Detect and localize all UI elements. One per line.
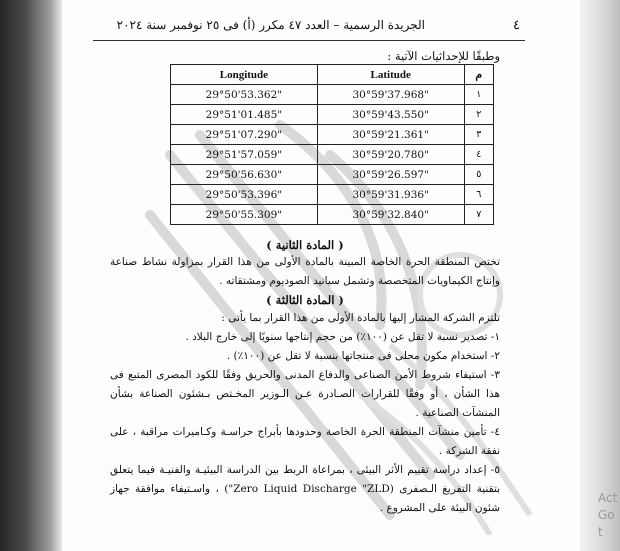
article2-text: [110, 253, 500, 291]
article3-intro: تلتزم الشركة المشار إليها بالمادة الأولى من هذا القرار بما يأتى :: [221, 312, 500, 324]
table-row: [171, 185, 494, 205]
article2-heading: ( المادة الثانية ): [266, 238, 344, 252]
article3-item-1: ١- تصدير نسبة لا تقل عن (١٠٠٪) من حجم إنتاجها سنويًا إلى خارج البلاد .: [185, 331, 500, 343]
row-number: ٦: [464, 185, 493, 205]
table-row: [171, 165, 494, 185]
article3-item-2: ٢- استخدام مكون محلى فى منتجاتها بنسبة لا تقل عن (١٠٠٪) .: [226, 350, 500, 362]
latitude-cell: 30°59'26.597": [317, 165, 464, 185]
article3-item-3: ٣- استيفاء شروط الأمن الصناعى والدفاع المدنى والحريق وفقًا للكود المصرى المتبع فى هذا الشأن ، أو وفقًا للقرارات الصـادرة عـن الـوزير المخـتص بـشئون الصناعة بشأن المنشآت الصناعية .: [110, 369, 500, 419]
latitude-header: Latitude: [317, 65, 464, 85]
longitude-cell: 29°51'07.290": [171, 125, 318, 145]
row-number: ٧: [464, 205, 493, 225]
header-divider: [93, 40, 525, 41]
table-row: [171, 105, 494, 125]
latitude-cell: 30°59'43.550": [317, 105, 464, 125]
latitude-cell: 30°59'21.361": [317, 125, 464, 145]
row-number: ٢: [464, 105, 493, 125]
page-number: ٤: [513, 18, 520, 33]
article3-text: [110, 309, 500, 518]
longitude-header: Longitude: [171, 65, 318, 85]
latitude-cell: 30°59'32.840": [317, 205, 464, 225]
activate-line-1: Act: [598, 491, 618, 505]
right-page-edge: [580, 0, 620, 551]
latitude-cell: 30°59'20.780": [317, 145, 464, 165]
table-row: [171, 125, 494, 145]
article3-item-5: ٥- إعداد دراسة تقييم الأثر البيئى ، بمراعاة الربط بين الدراسة البيئيـة والفنيـة فيما يتعلق بتقنية التفريغ الـصفرى (Zero Liquid Discharge "ZLD") ، واسـتيفاء موافقة جهاز شئون البيئة على المشروع .: [110, 464, 501, 514]
longitude-cell: 29°51'57.059": [171, 145, 318, 165]
longitude-cell: 29°50'55.309": [171, 205, 318, 225]
row-number: ٣: [464, 125, 493, 145]
coordinates-intro: وطبقًا للإحداثيات الآتية :: [387, 49, 500, 63]
left-binding-shadow: [0, 0, 62, 551]
gazette-header: [80, 16, 520, 36]
table-row: [171, 205, 494, 225]
table-row: [171, 85, 494, 105]
article2-paragraph: تختص المنطقة الحرة الخاصة المبينة بالمادة الأولى من هذا القرار بمزاولة نشاط صناعة وإنتاج الكيماويات المتخصصة وتشمل سيانيد الصوديوم ومشتقاته .: [110, 256, 500, 287]
table-row: [171, 145, 494, 165]
article3-item-4: ٤- تأمين منشآت المنطقة الحرة الخاصة وحدودها بأبراج حراسـة وكـاميرات مراقبة ، على نفقة الشركة .: [110, 426, 500, 457]
activate-line-2: Go t: [598, 508, 615, 539]
row-number: ٤: [464, 145, 493, 165]
longitude-cell: 29°51'01.485": [171, 105, 318, 125]
article3-heading: ( المادة الثالثة ): [266, 293, 344, 307]
gazette-title: الجريدة الرسمية – العدد ٤٧ مكرر (أ) فى ٢٥ نوفمبر سنة ٢٠٢٤: [116, 18, 425, 32]
longitude-cell: 29°50'56.630": [171, 165, 318, 185]
coordinates-table: [170, 64, 494, 225]
activate-windows-overlay: [598, 490, 620, 541]
latitude-cell: 30°59'31.936": [317, 185, 464, 205]
latitude-cell: 30°59'37.968": [317, 85, 464, 105]
row-number: ٥: [464, 165, 493, 185]
row-number: ١: [464, 85, 493, 105]
number-header: م: [464, 65, 493, 85]
table-header-row: [171, 65, 494, 85]
longitude-cell: 29°50'53.362": [171, 85, 318, 105]
longitude-cell: 29°50'53.396": [171, 185, 318, 205]
